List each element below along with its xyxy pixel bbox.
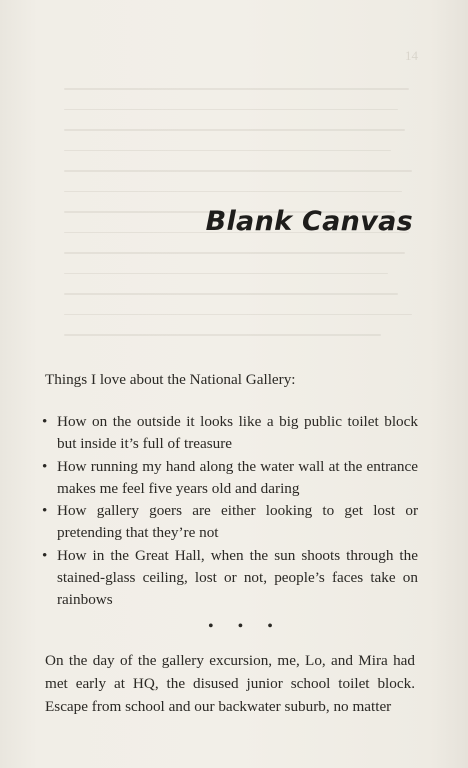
bullet-icon: • xyxy=(42,502,48,519)
bullet-icon: • xyxy=(42,413,48,430)
intro-line: Things I love about the National Gallery: xyxy=(45,371,296,388)
section-divider: • • • xyxy=(208,618,283,635)
list-item-text: How gallery goers are either looking to get lost or pretending that they’re not xyxy=(57,502,418,541)
list-item xyxy=(42,545,418,611)
list-item xyxy=(42,411,418,455)
page-number: 14 xyxy=(405,48,418,63)
bullet-list xyxy=(42,411,418,611)
bullet-icon: • xyxy=(42,546,48,564)
list-item-text: How running my hand along the water wall at the entrance makes me feel five years old and daring xyxy=(57,457,418,497)
bullet-icon: • xyxy=(42,457,48,475)
list-item-text: How in the Great Hall, when the sun shoots through the stained-glass ceiling, lost or not, people’s faces take on rainbows xyxy=(57,546,418,608)
chapter-title: Blank Canvas xyxy=(205,206,413,237)
list-item-text: How on the outside it looks like a big public toilet block but inside it’s full of treasure xyxy=(57,413,418,452)
body-paragraph: On the day of the gallery excursion, me, Lo, and Mira had met early at HQ, the disused junior school toilet block. Escape from school and our backwater suburb, no matter xyxy=(45,652,415,715)
list-item xyxy=(42,500,418,544)
list-item xyxy=(42,456,418,500)
